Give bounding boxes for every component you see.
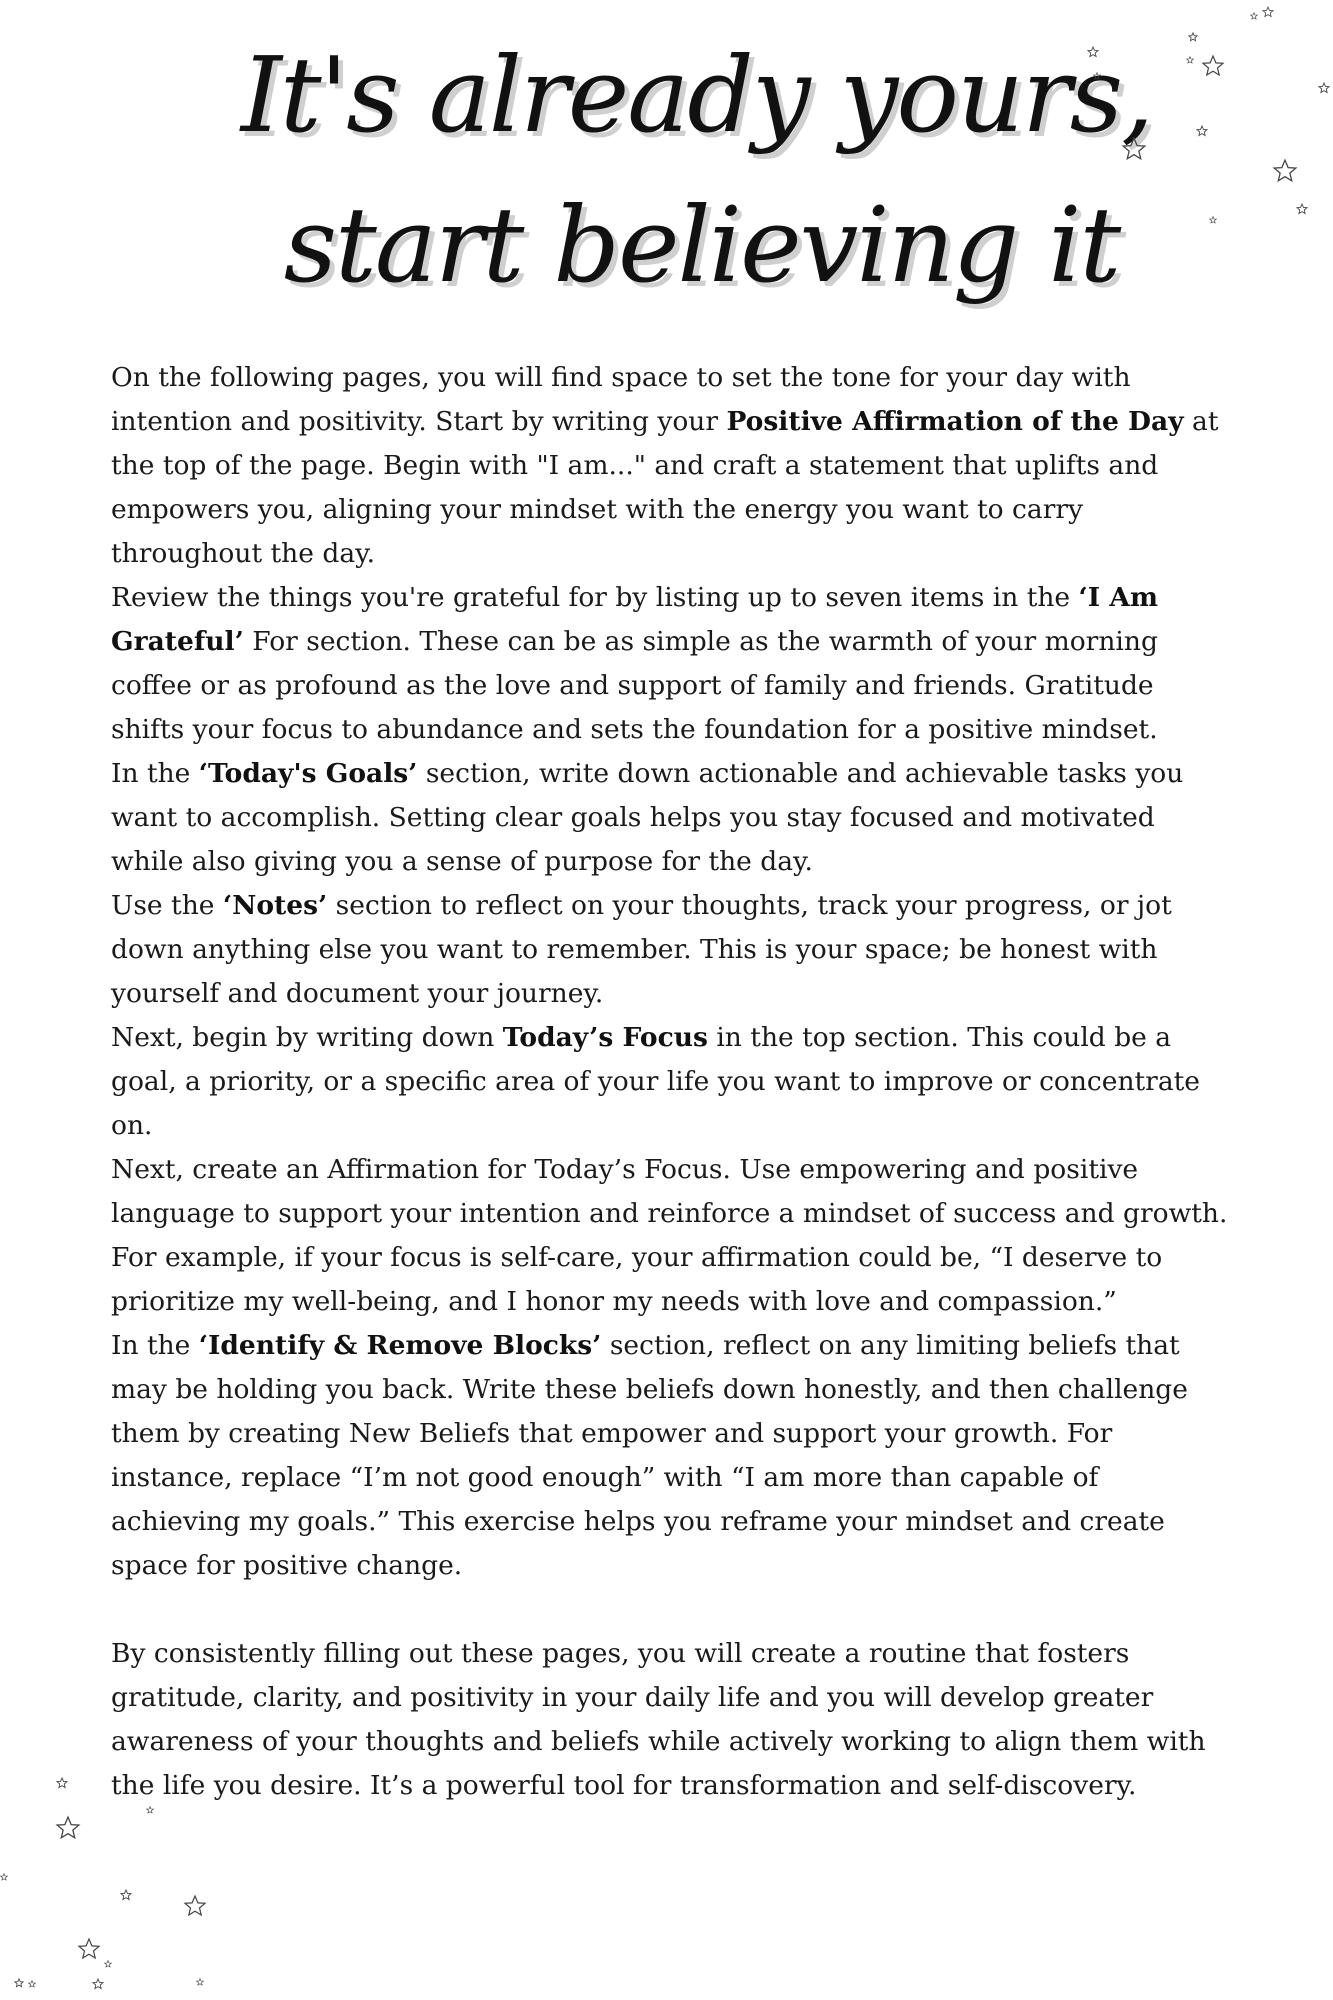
star-icon — [1272, 158, 1298, 184]
paragraph-goals: In the ‘Today's Goals’ section, write down actionable and achievable tasks you want to accomplish. Setting clear goals helps you stay focused and motivated while also giving you a sense of purpose for the day. — [111, 758, 1184, 877]
star-icon — [1087, 46, 1099, 58]
star-icon — [146, 1806, 154, 1814]
paragraph-spacer — [111, 1588, 1231, 1632]
page-title — [0, 20, 1333, 320]
star-icon — [104, 1960, 112, 1968]
star-icon — [1209, 216, 1217, 224]
star-icon — [120, 1889, 132, 1901]
star-icon — [1121, 136, 1147, 162]
title-line-2: start believing it — [283, 184, 1120, 306]
star-icon — [28, 1980, 36, 1988]
star-icon — [196, 1978, 204, 1986]
paragraph-focus-affirmation: Next, create an Affirmation for Today’s Focus. Use empowering and positive language to support your intention and reinforce a mindset of success and growth. For example, if your focus is self-care, your affirmation could be, “I deserve to prioritize my well-being, and I honor my needs with love and compassion.” — [111, 1154, 1228, 1317]
star-icon — [1196, 125, 1208, 137]
star-icon — [183, 1894, 207, 1918]
star-icon — [14, 1978, 24, 1988]
star-icon — [1262, 6, 1274, 18]
star-icon — [0, 1873, 8, 1881]
star-icon — [55, 1815, 81, 1841]
star-icon — [1250, 12, 1258, 20]
star-icon — [1318, 82, 1330, 94]
star-icon — [92, 1978, 104, 1990]
star-icon — [1186, 56, 1194, 64]
paragraph-focus: Next, begin by writing down Today’s Focus in the top section. This could be a goal, a priority, or a specific area of your life you want to improve or concentrate on. — [111, 1022, 1200, 1141]
star-icon — [1188, 32, 1198, 42]
star-icon — [1296, 203, 1308, 215]
paragraph-blocks: In the ‘Identify & Remove Blocks’ section, reflect on any limiting beliefs that may be holding you back. Write these beliefs down honestly, and then challenge them by creating New Beliefs that empower and support your growth. For instance, replace “I’m not good enough” with “I am more than capable of achieving my goals.” This exercise helps you reframe your mindset and create space for positive change. — [111, 1330, 1188, 1581]
star-icon — [1093, 72, 1101, 80]
paragraph-notes: Use the ‘Notes’ section to reflect on your thoughts, track your progress, or jot down anything else you want to remember. This is your space; be honest with yourself and document your journey. — [111, 890, 1172, 1009]
title-line-1: It's already yours, — [240, 34, 1153, 156]
paragraph-closing: By consistently filling out these pages, you will create a routine that fosters gratitude, clarity, and positivity in your daily life and you will develop greater awareness of your thoughts and beliefs while actively working to align them with the life you desire. It’s a powerful tool for transformation and self-discovery. — [111, 1638, 1206, 1801]
star-icon — [1201, 54, 1225, 78]
instructions-body — [111, 356, 1231, 1808]
paragraph-affirmation: On the following pages, you will find space to set the tone for your day with intention and positivity. Start by writing your Positive Affirmation of the Day at the top of the page. Begin with "I am..." and craft a statement that uplifts and empowers you, aligning your mindset with the energy you want to carry throughout the day. — [111, 362, 1219, 569]
star-icon — [77, 1937, 101, 1961]
star-icon — [56, 1777, 68, 1789]
paragraph-grateful: Review the things you're grateful for by listing up to seven items in the ‘I Am Grateful’ For section. These can be as simple as the warmth of your morning coffee or as profound as the love and support of family and friends. Gratitude shifts your focus to abundance and sets the foundation for a positive mindset. — [111, 582, 1158, 745]
